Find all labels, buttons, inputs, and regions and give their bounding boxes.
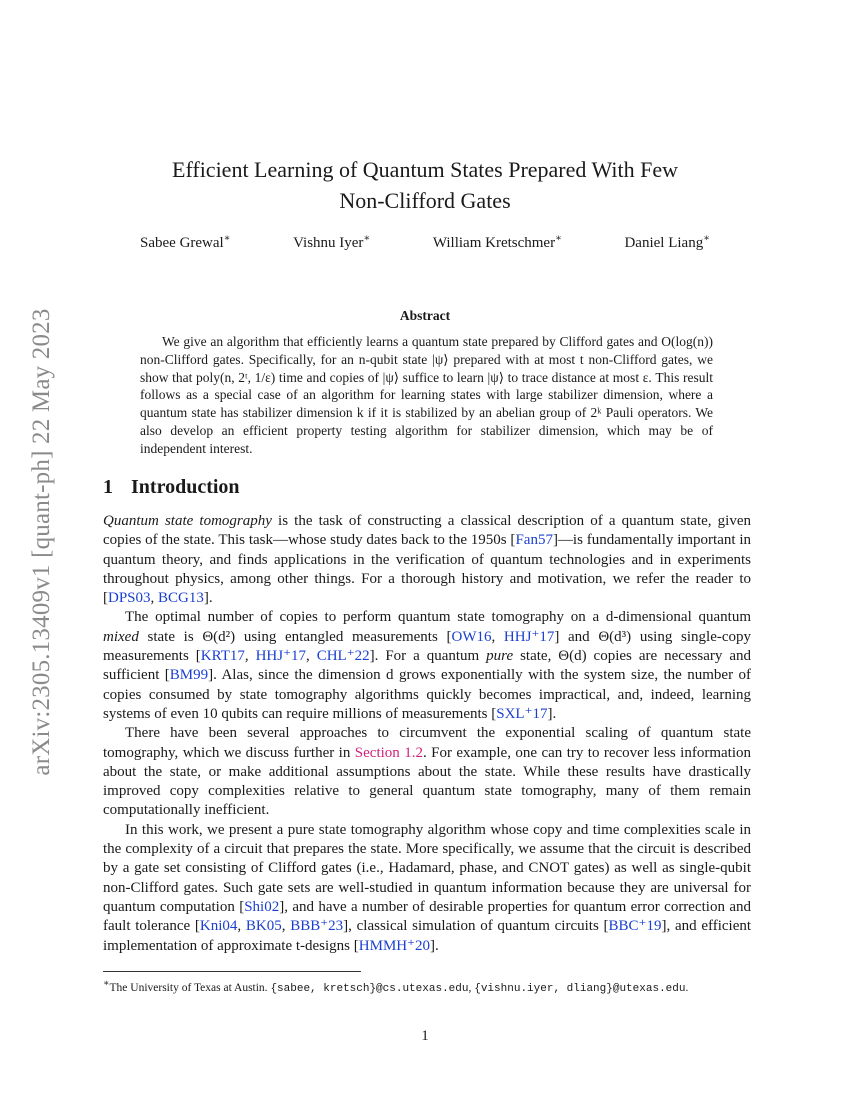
citation-link[interactable]: KRT17 xyxy=(200,648,245,665)
citation-link[interactable]: Shi02 xyxy=(244,898,280,915)
text-run: There have been several approaches to circumvent the exponential scaling of quantum state tomography, which we discuss further in xyxy=(103,725,751,761)
author-name: William Kretschmer xyxy=(432,235,556,251)
body-text xyxy=(103,512,751,956)
affiliation-mark: ∗ xyxy=(223,233,231,244)
citation-link[interactable]: BBB⁺23 xyxy=(290,918,344,935)
citation-link[interactable]: HHJ⁺17 xyxy=(255,648,306,665)
citation-link[interactable]: BBC⁺19 xyxy=(608,918,662,935)
text-run: ]. xyxy=(430,937,439,954)
author xyxy=(293,233,370,252)
citation-link[interactable]: SXL⁺17 xyxy=(496,705,548,722)
text-run: , xyxy=(306,648,317,665)
affiliation-mark: ∗ xyxy=(555,233,562,244)
text-run: is the task of constructing a classical description of a quantum state, given copies of the state. This task—whose study dates back to the 1950s [ xyxy=(103,513,751,549)
section-reference-link[interactable]: Section 1.2 xyxy=(354,744,423,761)
section-title: Introduction xyxy=(131,476,240,498)
abstract-heading: Abstract xyxy=(399,308,451,323)
text-run: , xyxy=(491,628,504,645)
section-heading xyxy=(103,476,240,499)
citation-link[interactable]: Fan57 xyxy=(515,532,553,549)
text-run: , xyxy=(468,981,475,994)
text-run: ]. xyxy=(203,590,213,607)
text-run: state, Θ(d) copies are necessary and sufficient [ xyxy=(103,648,751,684)
paragraph-3 xyxy=(103,724,751,820)
paragraph-1 xyxy=(103,512,751,608)
text-run: . For example, one can try to recover less information about the state, or make additional assumptions about the state. While these results have drastically improved copy complexities relative to general quantum state tomography, many of them remain computationally inefficient. xyxy=(103,744,751,819)
affiliation-mark: ∗ xyxy=(703,233,710,244)
emphasis: Quantum state tomography xyxy=(103,513,272,529)
citation-link[interactable]: HMMH⁺20 xyxy=(358,937,431,954)
text-run: ], classical simulation of quantum circuits [ xyxy=(343,918,609,935)
author-name: Sabee Grewal xyxy=(140,235,224,251)
text-run: , xyxy=(244,648,256,665)
abstract-body xyxy=(140,333,713,458)
author xyxy=(140,233,231,252)
text-run: The optimal number of copies to perform quantum state tomography on a d-dimensional quantum xyxy=(125,609,751,626)
title-line-1: Efficient Learning of Quantum States Prepared With Few xyxy=(172,157,678,182)
footnote xyxy=(103,978,763,995)
footnote-mark: ∗ xyxy=(103,978,110,989)
text-run: ]. For a quantum xyxy=(369,648,487,665)
text-run: , xyxy=(281,918,291,935)
author-name: Daniel Liang xyxy=(624,235,704,251)
abstract-text: We give an algorithm that efficiently learns a quantum state prepared by Clifford gates and O(log(n)) non-Clifford gates. Specifically, for an n-qubit state |ψ⟩ prepared with at most t non-Clifford gates, we show that poly(n, 2ᵗ, 1/ε) time and copies of |ψ⟩ suffice to learn |ψ⟩ to trace distance at most ε. This result follows as a special case of an algorithm for learning states with large stabilizer dimension, where a quantum state has stabilizer dimension k if it is stabilized by an abelian group of 2ᵏ Pauli operators. We also develop an efficient property testing algorithm for stabilizer dimension, which may be of independent interest. xyxy=(140,334,713,456)
text-run: ]. Alas, since the dimension d grows exponentially with the system size, the number of copies consumed by state tomography algorithms quickly becomes impractical, and, indeed, learning systems of even 10 qubits can require millions of measurements [ xyxy=(103,667,751,722)
text-run: state is Θ(d²) using entangled measurements [ xyxy=(138,628,452,645)
text-run: ], and have a number of desirable properties for quantum error correction and fault tolerance [ xyxy=(103,898,751,935)
citation-link[interactable]: DPS03 xyxy=(108,590,151,607)
text-run: ]—is fundamentally important in quantum theory, and finds applications in the verification of quantum technologies and in experiments throughout physics, among other things. For a thorough history and motivation, we refer the reader to [ xyxy=(103,532,751,607)
citation-link[interactable]: BCG13 xyxy=(158,590,204,607)
arxiv-identifier: arXiv:2305.13409v1 [quant-ph] 22 May 2023 xyxy=(28,308,55,776)
citation-link[interactable]: BK05 xyxy=(245,918,282,935)
paragraph-2 xyxy=(103,608,751,724)
citation-link[interactable]: BM99 xyxy=(169,667,209,684)
text-run: , xyxy=(237,918,246,935)
text-run: ]. xyxy=(547,705,557,722)
text-run: ], and efficient implementation of approximate t-designs [ xyxy=(103,918,752,954)
citation-link[interactable]: HHJ⁺17 xyxy=(503,628,555,645)
emphasis: mixed xyxy=(103,628,139,645)
text-run: In this work, we present a pure state tomography algorithm whose copy and time complexities scale in the complexity of a circuit that prepares the state. More specifically, we assume that the circuit is described by a gate set consisting of Clifford gates (i.e., Hadamard, phase, and CNOT gates) as well as single-qubit non-Clifford gates. Such gate sets are well-studied in quantum information because they are universal for quantum computation [ xyxy=(103,821,751,915)
title-line-2: Non-Clifford Gates xyxy=(339,188,511,213)
paper-title xyxy=(120,154,730,216)
page-number: 1 xyxy=(421,1028,429,1044)
section-number: 1 xyxy=(103,476,113,498)
author-list xyxy=(140,233,710,252)
affiliation-mark: ∗ xyxy=(363,233,371,244)
author xyxy=(624,233,710,252)
author xyxy=(433,233,562,252)
citation-link[interactable]: CHL⁺22 xyxy=(316,648,370,665)
citation-link[interactable]: OW16 xyxy=(451,628,492,645)
author-name: Vishnu Iyer xyxy=(293,235,364,251)
text-run: . xyxy=(685,981,689,994)
emphasis: pure xyxy=(486,648,514,665)
arxiv-sidebar-stamp xyxy=(22,272,62,812)
footnote-emails: {vishnu.iyer, dliang}@utexas.edu xyxy=(474,982,686,995)
paragraph-4 xyxy=(103,821,751,956)
footnote-text: The University of Texas at Austin. xyxy=(109,981,271,994)
text-run: ] and Θ(d³) using single-copy measurements [ xyxy=(103,628,752,665)
footnote-divider xyxy=(103,971,361,972)
text-run: , xyxy=(150,590,159,607)
footnote-emails: {sabee, kretsch}@cs.utexas.edu xyxy=(270,982,469,995)
citation-link[interactable]: Kni04 xyxy=(199,918,238,935)
